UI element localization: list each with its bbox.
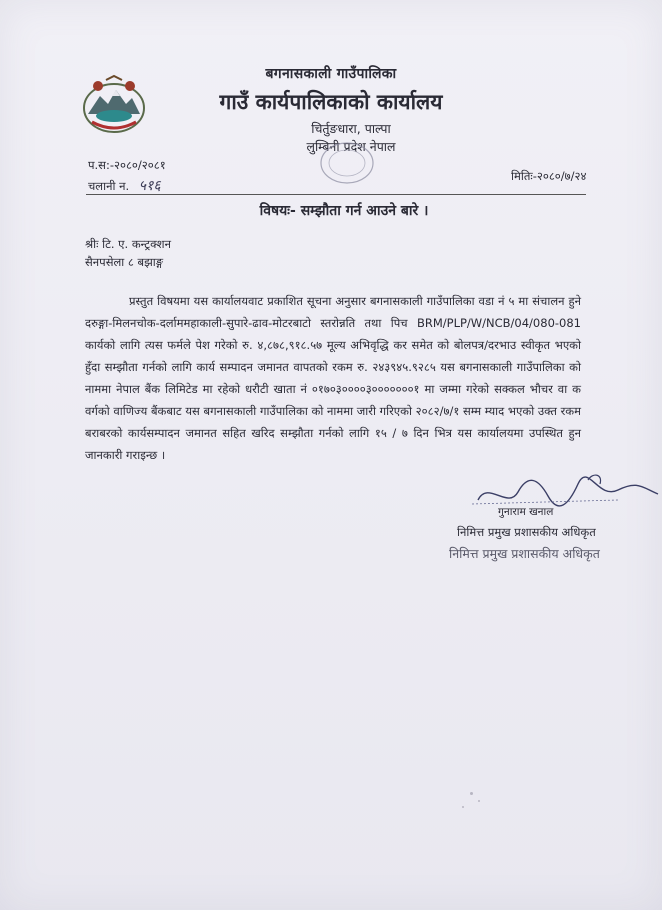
signer-title-stamp: निमित्त प्रमुख प्रशासकीय अधिकृत xyxy=(449,546,600,561)
subject-line: विषयः- सम्झौता गर्न आउने बारे । xyxy=(259,203,429,219)
dispatch-number-row xyxy=(88,176,161,195)
office-stamp-icon xyxy=(318,140,376,186)
paper-speck xyxy=(470,792,473,795)
address-line-1: चिर्तुङधारा, पाल्पा xyxy=(311,121,391,136)
signer-title: निमित्त प्रमुख प्रशासकीय अधिकृत xyxy=(457,525,596,539)
org-name: बगनासकाली गाउँपालिका xyxy=(265,66,397,82)
letter-date: मितिः-२०८०/७/२४ xyxy=(511,169,587,183)
letter-body: प्रस्तुत विषयमा यस कार्यालयवाट प्रकाशित सूचना अनुसार बगनासकाली गाउँपालिका वडा नं ५ मा संचालन हुने दरुङ्गा-मिलनचोक-दर्लाममहाकाली-सुपारे-ढाव-मोटरबाटो स्तरोन्नति तथा पिच BRM/PLP/W/NCB/04/080-081 कार्यको लागि त्यस फर्मले पेश गरेको रु. ४,८७८,९१८.५७ मूल्य अभिवृद्धि कर समेत को बोलपत्र/दरभाउ स्वीकृत भएको हुँदा सम्झौता गर्नको लागि कार्य सम्पादन जमानत वापतको रकम रु. २४३९४५.९२८५ यस बगनासकाली गाउँपालिका को नाममा नेपाल बैंक लिमिटेड मा रहेको धरौटी खाता नं ०१७०३००००३०००००००१ मा जम्मा गरेको सक्कल भौचर वा क वर्गको वाणिज्य बैंकबाट यस बगनासकाली गाउँपालिका को नाममा जारी गरिएको २०८२/७/१ सम्म म्याद भएको उक्त रकम बराबरको कार्यसम्पादन जमानत सहित खरिद सम्झौता गर्नको लागि १५ / ७ दिन भित्र यस कार्यालयमा उपस्थित हुन जानकारी गराइन्छ । xyxy=(85,294,581,462)
signer-name: गुनाराम खनाल xyxy=(498,506,554,518)
header-divider xyxy=(86,194,586,195)
paper-speck xyxy=(478,800,480,802)
dispatch-label: चलानी न. xyxy=(88,179,130,193)
paper-speck xyxy=(462,806,464,808)
dispatch-number: ५१६ xyxy=(138,178,161,194)
recipient-name: श्रीः टि. ए. कन्ट्रक्शन xyxy=(85,237,172,251)
recipient-address: सैनपसेला ८ बझाङ्ग xyxy=(85,255,164,269)
address-line-2: लुम्बिनी प्रदेश नेपाल xyxy=(306,139,396,154)
fiscal-year: प.स:-२०८०/२०८१ xyxy=(88,158,166,172)
office-name: गाउँ कार्यपालिकाको कार्यालय xyxy=(219,90,443,114)
